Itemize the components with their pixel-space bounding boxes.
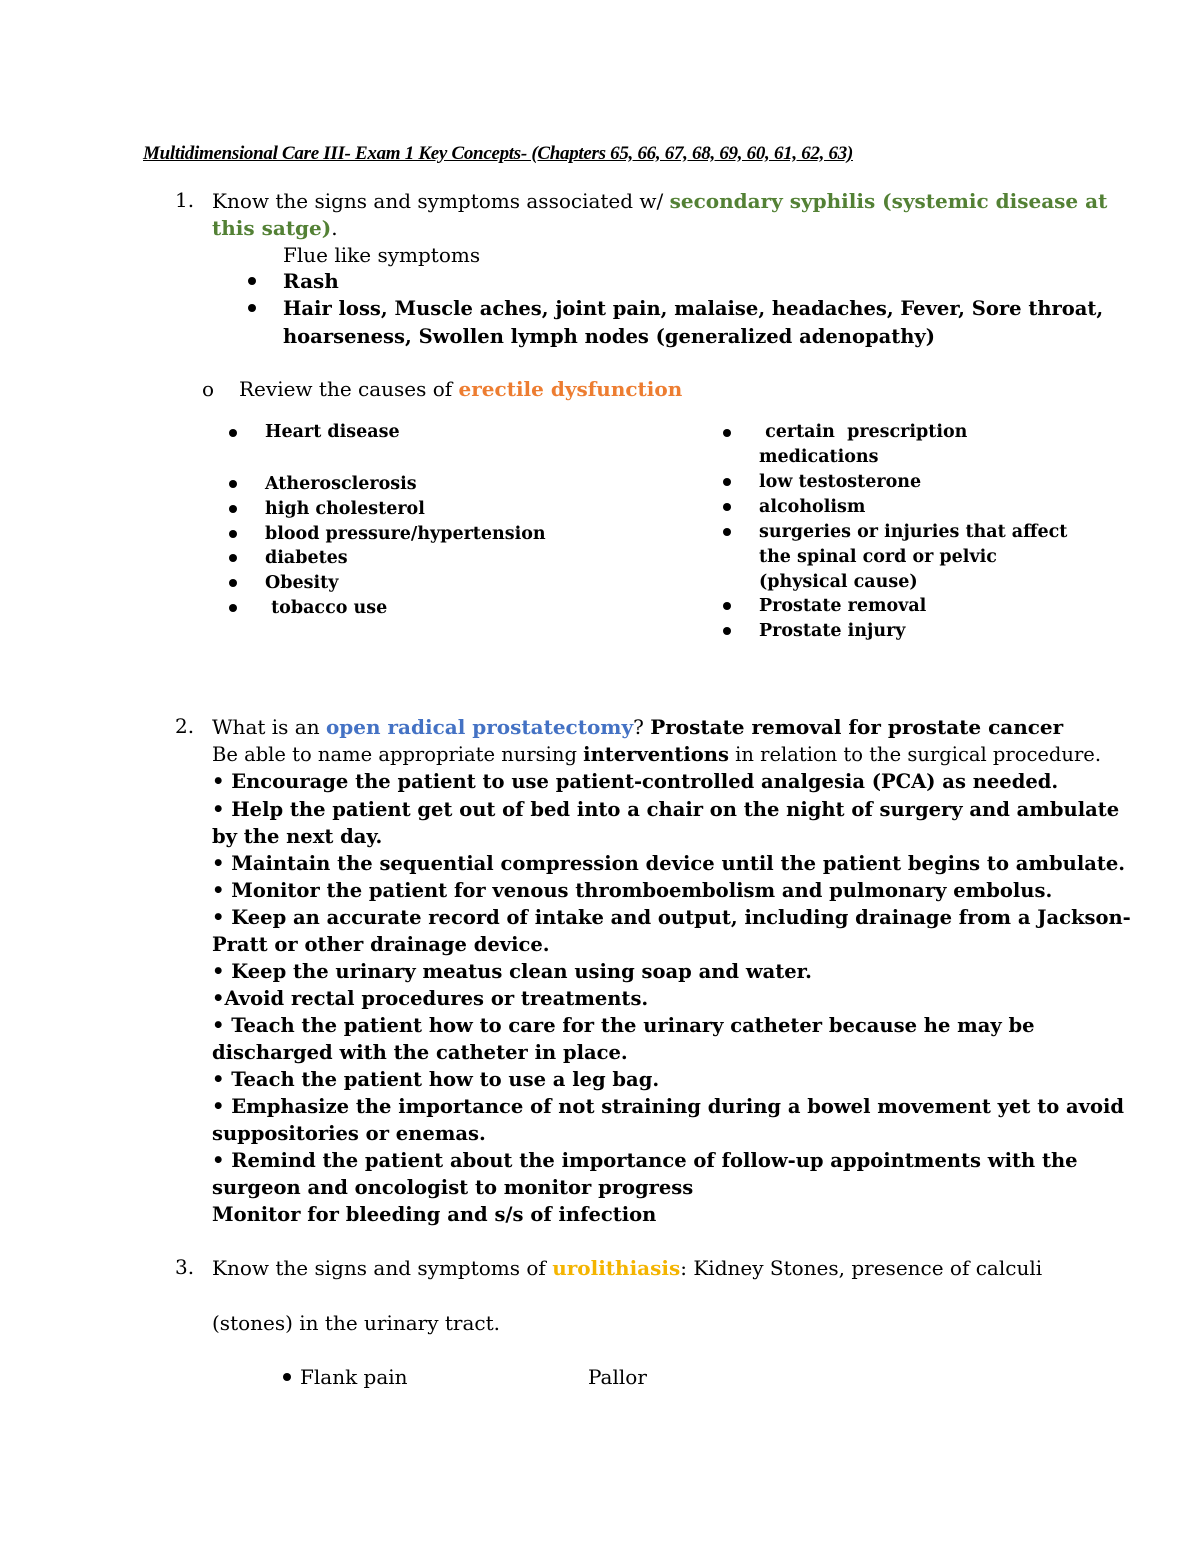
bullet-icon (229, 530, 237, 538)
ed-right-item: low testosterone (759, 472, 922, 492)
q3-bullet-right: Pallor (588, 1365, 647, 1389)
q2-line2-c: in relation to the surgical procedure. (728, 743, 1102, 766)
q3-line2: (stones) in the urinary tract. (212, 1311, 501, 1335)
ed-right-item: surgeries or injuries that affect (759, 522, 1068, 542)
ed-right-item-cont: the spinal cord or pelvic (759, 547, 997, 567)
q2-line2-a: Be able to name appropriate nursing (212, 743, 584, 766)
q2-line2-b: interventions (583, 743, 729, 766)
q2-line1 (212, 714, 1063, 741)
bullet-icon (283, 1373, 291, 1381)
document-title: Multidimensional Care III- Exam 1 Key Concepts- (Chapters 65, 66, 67, 68, 69, 60, 61, 62, 63) (143, 143, 853, 164)
q2-intervention-line: • Teach the patient how to care for the urinary catheter because he may be (212, 1014, 1035, 1037)
q1-bullet-symptoms-b: hoarseness, Swollen lymph nodes (generalized adenopathy) (283, 325, 935, 348)
q1-trail: . (331, 216, 338, 240)
q3-bullet-left: Flank pain (300, 1365, 408, 1389)
q1-number: 1. (175, 188, 195, 212)
bullet-icon (723, 503, 731, 511)
q2-intervention-line: • Encourage the patient to use patient-controlled analgesia (PCA) as needed. (212, 770, 1059, 793)
q2-intervention-line: • Maintain the sequential compression device until the patient begins to ambulate. (212, 852, 1126, 875)
q1-line2 (212, 215, 338, 242)
q2-intervention-line: Monitor for bleeding and s/s of infection (212, 1203, 657, 1226)
q2-number: 2. (175, 714, 195, 738)
q3-number: 3. (175, 1255, 195, 1279)
q3-lead: Know the signs and symptoms of (212, 1256, 553, 1280)
bullet-icon (723, 627, 731, 635)
q3-line1 (212, 1255, 1042, 1282)
q2-line2 (212, 741, 1101, 768)
bullet-icon (723, 429, 731, 437)
q1-line1 (212, 188, 1107, 215)
bullet-icon (229, 480, 237, 488)
q2-intervention-line: •Avoid rectal procedures or treatments. (212, 987, 649, 1010)
ed-left-item: Heart disease (265, 422, 400, 442)
ed-left-item: tobacco use (265, 598, 388, 618)
ed-right-item: certain prescription (759, 422, 968, 442)
bullet-icon (229, 604, 237, 612)
q2-intervention-line: • Help the patient get out of bed into a chair on the night of surgery and ambulate (212, 798, 1120, 821)
bullet-icon (229, 429, 237, 437)
q1-intro: Flue like symptoms (283, 243, 481, 267)
ed-marker: o (202, 377, 215, 401)
ed-right-item: Prostate removal (759, 596, 927, 616)
bullet-icon (723, 478, 731, 486)
bullet-icon (229, 505, 237, 513)
bullet-icon (723, 528, 731, 536)
q1-highlight-a: secondary syphilis (systemic disease at (669, 189, 1108, 213)
bullet-icon (229, 579, 237, 587)
q2-intervention-line: • Remind the patient about the importance of follow-up appointments with the (212, 1149, 1078, 1172)
ed-left-item: Obesity (265, 573, 339, 593)
q2-intervention-line: by the next day. (212, 825, 383, 848)
ed-right-item: alcoholism (759, 497, 866, 517)
q3-highlight: urolithiasis (552, 1256, 681, 1280)
q2-qmark: ? (633, 715, 651, 739)
q2-intervention-line: • Keep an accurate record of intake and output, including drainage from a Jackson- (212, 906, 1131, 929)
ed-left-item: blood pressure/hypertension (265, 524, 546, 544)
q2-intervention-line: surgeon and oncologist to monitor progress (212, 1176, 694, 1199)
q2-intervention-line: discharged with the catheter in place. (212, 1041, 628, 1064)
bullet-icon (248, 277, 256, 285)
q2-intervention-line: Pratt or other drainage device. (212, 933, 550, 956)
q1-lead: Know the signs and symptoms associated w/ (212, 189, 670, 213)
ed-left-item: diabetes (265, 548, 348, 568)
q2-intervention-line: • Monitor the patient for venous thromboembolism and pulmonary embolus. (212, 879, 1053, 902)
q2-intervention-line: • Emphasize the importance of not straining during a bowel movement yet to avoid (212, 1095, 1125, 1118)
ed-left-item: high cholesterol (265, 499, 425, 519)
q1-bullet-rash: Rash (283, 269, 339, 293)
q2-highlight: open radical prostatectomy (325, 715, 634, 739)
q3-trail: : Kidney Stones, presence of calculi (680, 1256, 1043, 1280)
ed-left-item: Atherosclerosis (265, 474, 417, 494)
ed-heading (239, 376, 682, 403)
q1-bullet-symptoms-a: Hair loss, Muscle aches, joint pain, malaise, headaches, Fever, Sore throat, (283, 297, 1104, 320)
bullet-icon (723, 602, 731, 610)
ed-highlight: erectile dysfunction (458, 377, 683, 401)
ed-right-item: Prostate injury (759, 621, 906, 641)
bullet-icon (248, 304, 256, 312)
q1-highlight-b: this satge) (212, 216, 332, 240)
q2-intervention-line: suppositories or enemas. (212, 1122, 486, 1145)
q2-intervention-line: • Teach the patient how to use a leg bag. (212, 1068, 660, 1091)
bullet-icon (229, 554, 237, 562)
ed-right-item-cont: medications (759, 447, 879, 467)
ed-lead: Review the causes of (239, 377, 459, 401)
q2-answer: Prostate removal for prostate cancer (650, 715, 1064, 739)
q2-lead: What is an (212, 715, 326, 739)
q2-intervention-line: • Keep the urinary meatus clean using soap and water. (212, 960, 812, 983)
ed-right-item-cont: (physical cause) (759, 572, 918, 592)
